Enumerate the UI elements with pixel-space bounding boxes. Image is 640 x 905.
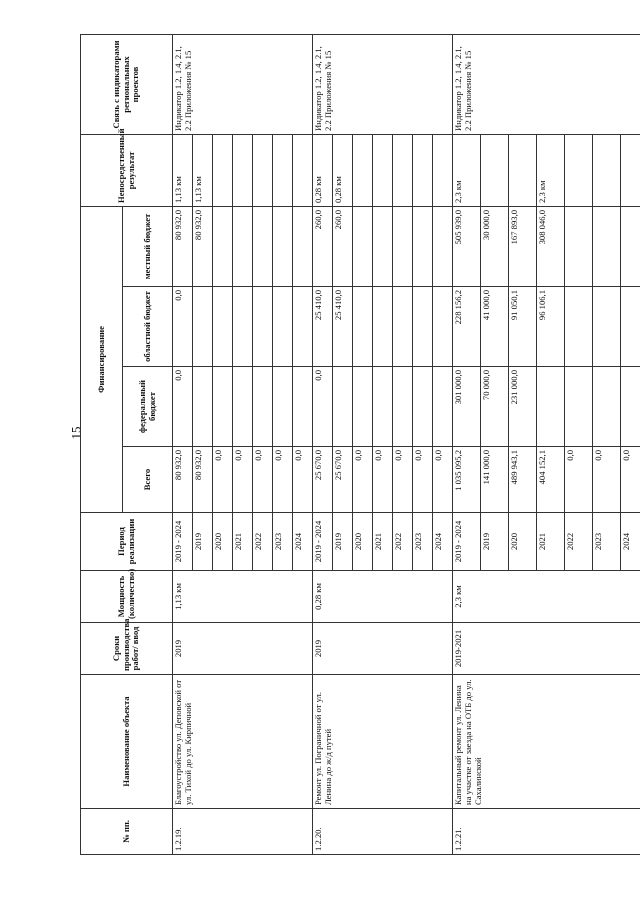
result-cell: 0,28 км	[313, 134, 333, 206]
regional-cell	[565, 287, 593, 367]
local-cell	[353, 206, 373, 286]
regional-cell	[413, 287, 433, 367]
header-num: № пп.	[81, 809, 173, 855]
regional-cell	[273, 287, 293, 367]
header-link: Связь с индикаторами региональных проектов	[81, 34, 173, 134]
header-period: Период реализации	[81, 513, 173, 571]
period-cell: 2021	[537, 513, 565, 571]
period-cell: 2019	[193, 513, 213, 571]
object-num: 1.2.21.	[453, 809, 640, 855]
result-cell	[509, 134, 537, 206]
local-cell: 80 932,0	[193, 206, 213, 286]
object-link: Индикатор 1.2, 1.4, 2.1, 2.2 Приложения № 15	[453, 34, 640, 134]
result-cell: 1,13 км	[173, 134, 193, 206]
federal-cell	[333, 367, 353, 447]
total-cell: 0,0	[565, 447, 593, 513]
page-number: 15	[68, 426, 84, 440]
period-cell: 2019 - 2024	[313, 513, 333, 571]
period-cell: 2022	[393, 513, 413, 571]
period-cell: 2022	[565, 513, 593, 571]
object-name: Ремонт ул. Пограничной от ул. Ленина до ж/д путей	[313, 675, 453, 809]
header-regional: областной бюджет	[123, 287, 173, 367]
header-local: местный бюджет	[123, 206, 173, 286]
local-cell	[293, 206, 313, 286]
total-cell: 404 152,1	[537, 447, 565, 513]
header-financing: Финансирование	[81, 206, 123, 512]
object-name: Капитальный ремонт ул. Ленина на участке от заезда на ОТБ до ул. Сахалинской	[453, 675, 640, 809]
local-cell	[593, 206, 621, 286]
period-cell: 2020	[509, 513, 537, 571]
federal-cell	[273, 367, 293, 447]
federal-cell	[537, 367, 565, 447]
federal-cell	[433, 367, 453, 447]
local-cell	[213, 206, 233, 286]
local-cell	[273, 206, 293, 286]
header-capacity: Мощность (количество)	[81, 571, 173, 623]
regional-cell	[233, 287, 253, 367]
federal-cell	[293, 367, 313, 447]
period-cell: 2021	[373, 513, 393, 571]
total-cell: 25 670,0	[333, 447, 353, 513]
total-cell: 0,0	[253, 447, 273, 513]
financing-table	[80, 34, 640, 855]
period-cell: 2024	[433, 513, 453, 571]
local-cell: 80 932,0	[173, 206, 193, 286]
period-cell: 2019 - 2024	[173, 513, 193, 571]
federal-cell	[621, 367, 640, 447]
total-cell: 0,0	[353, 447, 373, 513]
result-cell	[273, 134, 293, 206]
federal-cell: 301 000,0	[453, 367, 481, 447]
period-cell: 2019	[333, 513, 353, 571]
federal-cell	[233, 367, 253, 447]
object-link: Индикатор 1.2, 1.4, 2.1, 2.2 Приложения № 15	[173, 34, 313, 134]
regional-cell: 228 156,2	[453, 287, 481, 367]
result-cell: 2,3 км	[537, 134, 565, 206]
local-cell	[621, 206, 640, 286]
header-federal: федеральный бюджет	[123, 367, 173, 447]
total-cell: 0,0	[293, 447, 313, 513]
local-cell	[433, 206, 453, 286]
table-row	[173, 34, 193, 854]
total-cell: 1 035 095,2	[453, 447, 481, 513]
total-cell: 141 000,0	[481, 447, 509, 513]
object-num: 1.2.20.	[313, 809, 453, 855]
object-term: 2019-2021	[453, 623, 640, 675]
period-cell: 2024	[293, 513, 313, 571]
result-cell	[233, 134, 253, 206]
federal-cell	[193, 367, 213, 447]
object-capacity: 1,13 км	[173, 571, 313, 623]
local-cell	[233, 206, 253, 286]
table-body	[173, 34, 640, 854]
result-cell	[393, 134, 413, 206]
local-cell: 260,0	[313, 206, 333, 286]
result-cell	[593, 134, 621, 206]
period-cell: 2024	[621, 513, 640, 571]
result-cell	[621, 134, 640, 206]
result-cell	[253, 134, 273, 206]
regional-cell	[353, 287, 373, 367]
regional-cell	[621, 287, 640, 367]
period-cell: 2023	[273, 513, 293, 571]
federal-cell	[593, 367, 621, 447]
result-cell: 0,28 км	[333, 134, 353, 206]
total-cell: 0,0	[413, 447, 433, 513]
period-cell: 2022	[253, 513, 273, 571]
period-cell: 2023	[413, 513, 433, 571]
regional-cell	[193, 287, 213, 367]
total-cell: 0,0	[393, 447, 413, 513]
local-cell	[413, 206, 433, 286]
total-cell: 0,0	[213, 447, 233, 513]
table-row	[453, 34, 481, 854]
local-cell	[393, 206, 413, 286]
result-cell	[433, 134, 453, 206]
local-cell	[373, 206, 393, 286]
table-row	[313, 34, 333, 854]
regional-cell	[373, 287, 393, 367]
federal-cell	[373, 367, 393, 447]
header-name: Наименование объекта	[81, 675, 173, 809]
period-cell: 2023	[593, 513, 621, 571]
header-total: Всего	[123, 447, 173, 513]
local-cell: 30 000,0	[481, 206, 509, 286]
regional-cell	[433, 287, 453, 367]
object-name: Благоустройство ул. Деповской от ул. Тихой до ул. Кирпичной	[173, 675, 313, 809]
local-cell: 260,0	[333, 206, 353, 286]
period-cell: 2020	[213, 513, 233, 571]
total-cell: 0,0	[233, 447, 253, 513]
federal-cell	[353, 367, 373, 447]
federal-cell: 70 000,0	[481, 367, 509, 447]
result-cell	[213, 134, 233, 206]
local-cell: 505 939,0	[453, 206, 481, 286]
federal-cell	[565, 367, 593, 447]
header-result: Непосредственный результат	[81, 134, 173, 206]
object-link: Индикатор 1.2, 1.4, 2.1, 2.2 Приложения № 15	[313, 34, 453, 134]
total-cell: 0,0	[621, 447, 640, 513]
result-cell	[481, 134, 509, 206]
federal-cell: 0,0	[313, 367, 333, 447]
regional-cell: 25 410,0	[333, 287, 353, 367]
rotated-table-container	[80, 35, 631, 855]
result-cell	[413, 134, 433, 206]
regional-cell: 96 106,1	[537, 287, 565, 367]
regional-cell	[213, 287, 233, 367]
regional-cell: 0,0	[173, 287, 193, 367]
result-cell	[353, 134, 373, 206]
period-cell: 2019	[481, 513, 509, 571]
total-cell: 0,0	[433, 447, 453, 513]
object-term: 2019	[173, 623, 313, 675]
federal-cell	[213, 367, 233, 447]
object-term: 2019	[313, 623, 453, 675]
period-cell: 2020	[353, 513, 373, 571]
local-cell: 308 046,0	[537, 206, 565, 286]
total-cell: 0,0	[593, 447, 621, 513]
result-cell: 2,3 км	[453, 134, 481, 206]
object-num: 1.2.19.	[173, 809, 313, 855]
regional-cell: 91 050,1	[509, 287, 537, 367]
federal-cell	[393, 367, 413, 447]
total-cell: 0,0	[373, 447, 393, 513]
federal-cell: 0,0	[173, 367, 193, 447]
regional-cell	[393, 287, 413, 367]
federal-cell	[253, 367, 273, 447]
total-cell: 25 670,0	[313, 447, 333, 513]
local-cell	[565, 206, 593, 286]
federal-cell	[413, 367, 433, 447]
header-term: Сроки производства работ/ ввод	[81, 623, 173, 675]
object-capacity: 2,3 км	[453, 571, 640, 623]
regional-cell	[253, 287, 273, 367]
total-cell: 80 932,0	[173, 447, 193, 513]
period-cell: 2021	[233, 513, 253, 571]
regional-cell: 41 000,0	[481, 287, 509, 367]
regional-cell: 25 410,0	[313, 287, 333, 367]
object-capacity: 0,28 км	[313, 571, 453, 623]
local-cell: 167 893,0	[509, 206, 537, 286]
total-cell: 80 932,0	[193, 447, 213, 513]
total-cell: 489 943,1	[509, 447, 537, 513]
federal-cell: 231 000,0	[509, 367, 537, 447]
result-cell	[565, 134, 593, 206]
result-cell	[293, 134, 313, 206]
local-cell	[253, 206, 273, 286]
regional-cell	[293, 287, 313, 367]
period-cell: 2019 - 2024	[453, 513, 481, 571]
result-cell: 1,13 км	[193, 134, 213, 206]
result-cell	[373, 134, 393, 206]
regional-cell	[593, 287, 621, 367]
total-cell: 0,0	[273, 447, 293, 513]
